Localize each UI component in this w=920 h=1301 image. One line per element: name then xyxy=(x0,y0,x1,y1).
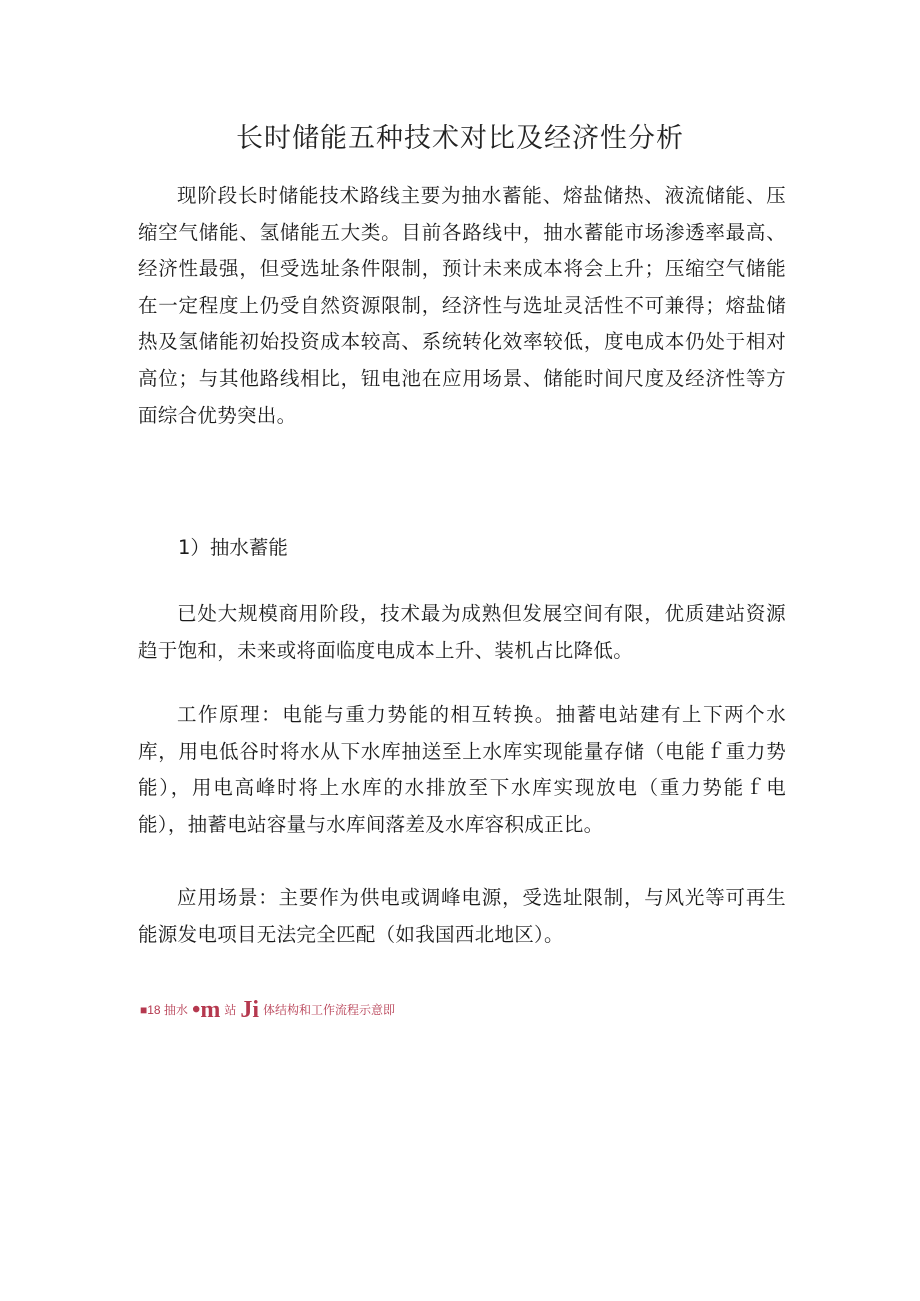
section-heading-pumped-hydro: 1）抽水蓄能 xyxy=(178,536,288,559)
figure-caption-part: 体结构和工作流程示意即 xyxy=(263,1003,396,1017)
figure-caption xyxy=(140,996,395,1024)
pumped-hydro-principle-paragraph: 工作原理：电能与重力势能的相互转换。抽蓄电站建有上下两个水库，用电低谷时将水从下水库抽送至上水库实现能量存储（电能ｆ重力势能），用电高峰时将上水库的水排放至下水库实现放电（重力势能ｆ电能），抽蓄电站容量与水库间落差及水库容积成正比。 xyxy=(138,703,786,836)
figure-caption-part: Ji xyxy=(240,997,260,1023)
pumped-hydro-application-paragraph: 应用场景：主要作为供电或调峰电源，受选址限制，与风光等可再生能源发电项目无法完全匹配（如我国西北地区）。 xyxy=(138,886,786,946)
figure-caption-part: •m xyxy=(191,997,221,1023)
figure-caption-part: ■18 抽水 xyxy=(140,1003,188,1017)
pumped-hydro-stage-paragraph: 已处大规模商用阶段，技术最为成熟但发展空间有限，优质建站资源趋于饱和，未来或将面临度电成本上升、装机占比降低。 xyxy=(138,602,786,662)
figure-caption-part: 站 xyxy=(224,1003,237,1017)
intro-paragraph: 现阶段长时储能技术路线主要为抽水蓄能、熔盐储热、液流储能、压缩空气储能、氢储能五大类。目前各路线中，抽水蓄能市场渗透率最高、经济性最强，但受选址条件限制，预计未来成本将会上升；压缩空气储能在一定程度上仍受自然资源限制，经济性与选址灵活性不可兼得；熔盐储热及氢储能初始投资成本较高、系统转化效率较低，度电成本仍处于相对高位；与其他路线相比，钮电池在应用场景、储能时间尺度及经济性等方面综合优势突出。 xyxy=(138,184,786,427)
document-title: 长时储能五种技术对比及经济性分析 xyxy=(236,123,684,154)
